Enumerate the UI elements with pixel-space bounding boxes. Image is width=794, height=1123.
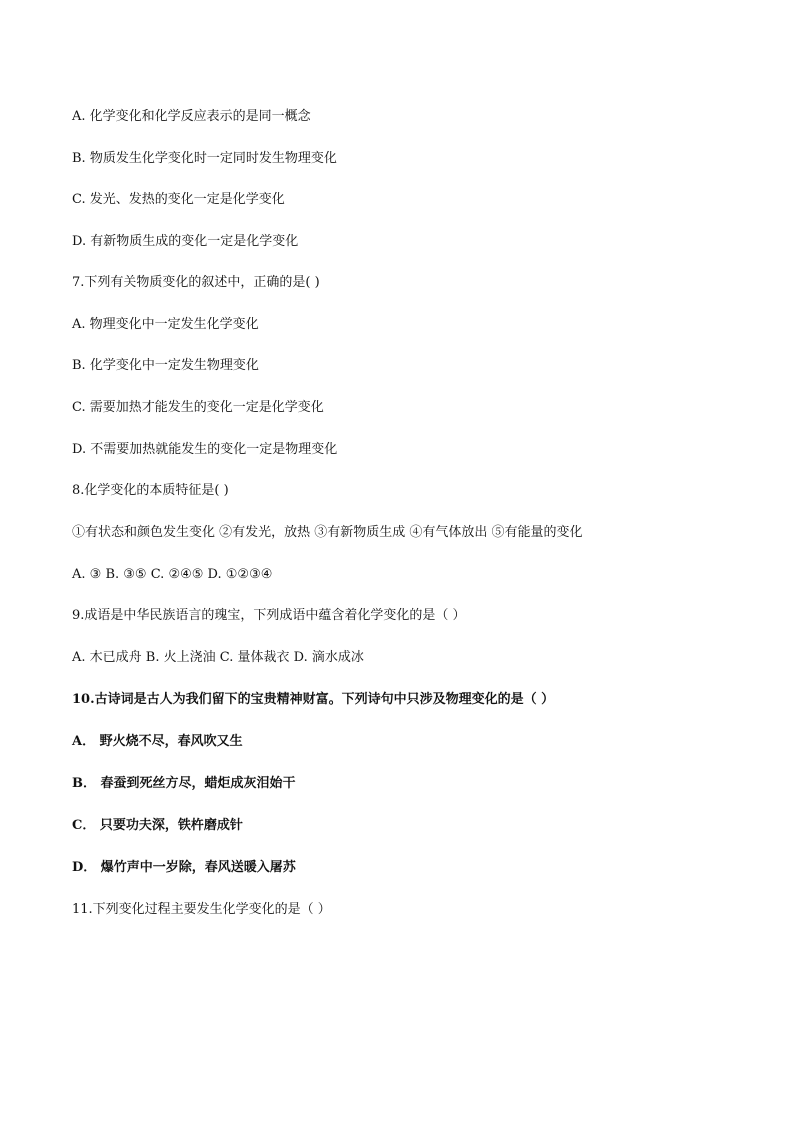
question-10: 10.古诗词是古人为我们留下的宝贵精神财富。下列诗句中只涉及物理变化的是（ ） [72, 692, 555, 707]
q6-option-c: C. 发光、发热的变化一定是化学变化 [72, 192, 285, 207]
question-8: 8.化学变化的本质特征是( ) [72, 483, 229, 498]
q10-option-a: A． 野火烧不尽，春风吹又生 [72, 734, 243, 749]
q6-option-b: B. 物质发生化学变化时一定同时发生物理变化 [72, 151, 337, 166]
q6-option-a: A. 化学变化和化学反应表示的是同一概念 [72, 109, 311, 124]
q7-option-b: B. 化学变化中一定发生物理变化 [72, 358, 259, 373]
q6-option-d: D. 有新物质生成的变化一定是化学变化 [72, 234, 299, 249]
question-11: 11.下列变化过程主要发生化学变化的是（ ） [72, 902, 331, 917]
q9-options: A. 木已成舟 B. 火上浇油 C. 量体裁衣 D. 滴水成冰 [72, 650, 364, 665]
question-7: 7.下列有关物质变化的叙述中，正确的是( ) [72, 275, 320, 290]
q7-option-c: C. 需要加热才能发生的变化一定是化学变化 [72, 400, 324, 415]
q10-option-c: C． 只要功夫深，铁杵磨成针 [72, 818, 243, 833]
q8-statements: ①有状态和颜色发生变化 ②有发光，放热 ③有新物质生成 ④有气体放出 ⑤有能量的变化 [72, 525, 583, 540]
q10-option-b: B． 春蚕到死丝方尽，蜡炬成灰泪始干 [72, 776, 296, 791]
q7-option-a: A. 物理变化中一定发生化学变化 [72, 317, 259, 332]
q10-option-d: D． 爆竹声中一岁除，春风送暖入屠苏 [72, 860, 296, 875]
question-9: 9.成语是中华民族语言的瑰宝，下列成语中蕴含着化学变化的是（ ） [72, 608, 466, 623]
q8-options: A. ③ B. ③⑤ C. ②④⑤ D. ①②③④ [72, 567, 273, 582]
q7-option-d: D. 不需要加热就能发生的变化一定是物理变化 [72, 442, 338, 457]
